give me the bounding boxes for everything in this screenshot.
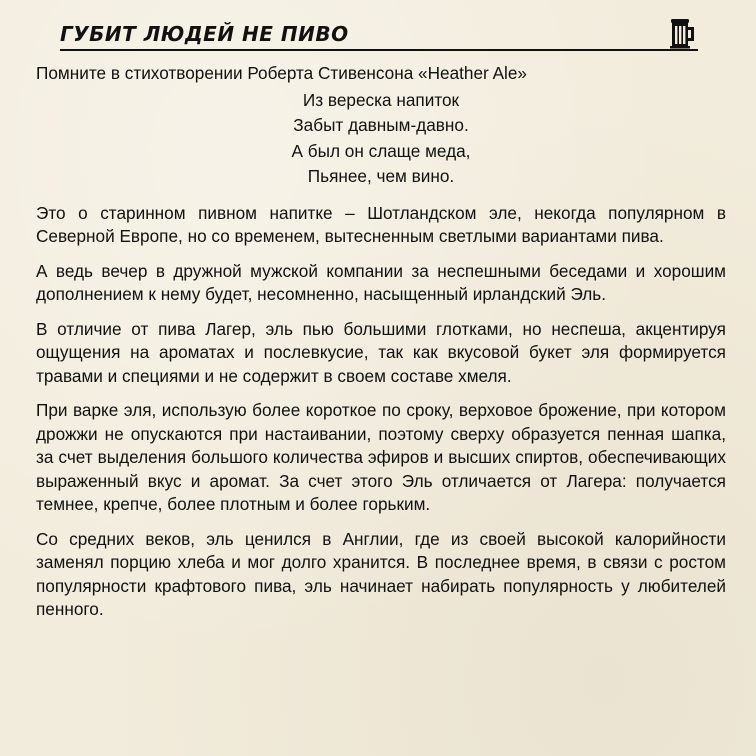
beer-mug-icon (668, 14, 698, 50)
article-body (36, 62, 726, 633)
paragraph: При варке эля, использую более короткое по сроку, верховое брожение, при котором дрожжи не опускаются при настаивании, поэтому сверху образуется пенная шапка, за счет выделения большого количества эфиров и высших спиртов, обеспечивающих выраженный вкус и аромат. За счет этого Эль отличается от Лагера: получается темнее, крепче, более плотным и более горьким. (36, 400, 726, 514)
poem-line: Забыт давным-давно. (293, 115, 469, 135)
paragraph: А ведь вечер в дружной мужской компании за неспешными беседами и хорошим дополнением к нему будет, несомненно, насыщенный ирландский Эль. (36, 260, 726, 304)
paragraph: Со средних веков, эль ценился в Англии, где из своей высокой калорийности заменял порцию хлеба и мог долго хранится. В последнее время, в связи с ростом популярности крафтового пива, эль начинает набирать популярность у любителей пенного. (36, 528, 726, 619)
poem (36, 88, 726, 190)
poem-line: Пьянее, чем вино. (307, 166, 455, 186)
intro-text: Помните в стихотворении Роберта Стивенсона «Heather Ale» (36, 63, 527, 83)
poem-line: Из вереска напиток (302, 89, 460, 110)
paragraph: Это о старинном пивном напитке – Шотландском эле, некогда популярном в Северной Европе, но со временем, вытесненным светлыми вариантами пива. (36, 202, 726, 246)
poem-line: А был он слаще меда, (291, 140, 471, 161)
header (60, 18, 700, 54)
page-title: ГУБИТ ЛЮДЕЙ НЕ ПИВО (60, 22, 349, 46)
title-underline (60, 49, 698, 51)
paragraph: В отличие от пива Лагер, эль пью большими глотками, но неспеша, акцентируя ощущения на ароматах и послевкусие, так как вкусовой букет эля формируется травами и специями и не содержит в своем составе хмеля. (36, 318, 726, 386)
